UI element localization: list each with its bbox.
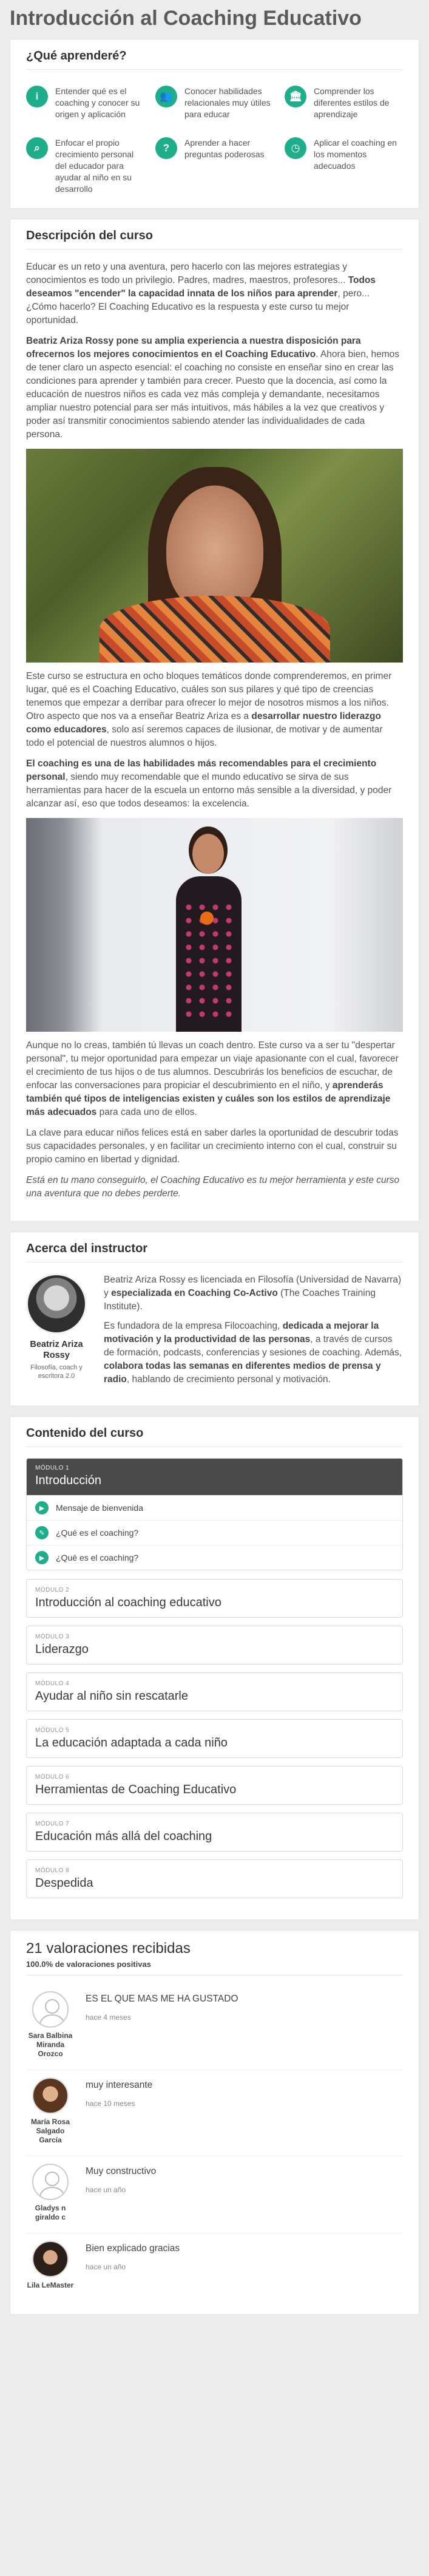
reviewer-avatar[interactable]	[32, 2241, 69, 2277]
module-number: MÓDULO 2	[35, 1587, 70, 1593]
description-paragraph: El coaching es una de las habilidades más recomendables para el crecimiento personal, siendo muy recomendable que el mundo educativo se sirva de sus herramientas para hacer de la escuela un entorno más sensible a la diversidad, y poder alcanzar así, eso que todos deseamos: la excelencia.	[26, 758, 392, 809]
review-list	[26, 1984, 403, 2301]
lesson-item[interactable]	[27, 1495, 402, 1520]
instructor-bio: Beatriz Ariza Rossy es licenciada en Filosofía (Universidad de Navarra) y especializada en Coaching Co-Activo (The Coaches Training Institute).	[104, 1275, 402, 1312]
learn-item-text: Conocer habilidades relacionales muy útiles para educar	[184, 86, 271, 119]
chat-icon: ✎	[35, 1526, 49, 1539]
instructor-bio: Es fundadora de la empresa Filocoaching, dedicada a mejorar la motivación y la productividad de las personas, a través de cursos de formación, podcasts, conferencias y sesiones de coaching. Además, colabora todas las semanas en diferentes medios de prensa y radio, hablando de crecimiento personal y motivación.	[104, 1321, 402, 1385]
learn-item	[26, 86, 144, 120]
video-icon: ▶	[35, 1551, 49, 1564]
review-text: Bien explicado gracias	[86, 2243, 180, 2254]
learn-item-text: Aplicar el coaching en los momentos adecuados	[314, 138, 397, 171]
module-title: Introducción	[35, 1474, 101, 1487]
learn-item	[155, 137, 274, 195]
module-number: MÓDULO 7	[35, 1821, 70, 1827]
module-header[interactable]	[27, 1459, 402, 1495]
module-number: MÓDULO 5	[35, 1727, 70, 1734]
module-item[interactable]	[26, 1859, 403, 1898]
course-video-2[interactable]	[26, 818, 403, 1032]
reviewer-avatar[interactable]	[32, 2077, 69, 2114]
learn-item-text: Entender qué es el coaching y conocer su origen y aplicación	[55, 86, 140, 119]
review-item	[26, 2156, 403, 2234]
description-closing: Está en tu mano conseguirlo, el Coaching Educativo es tu mejor herramienta y este curso una aventura que no debes perderte.	[26, 1175, 400, 1199]
reviewer-avatar[interactable]	[32, 2164, 69, 2200]
learn-grid	[26, 81, 403, 195]
module-title: Despedida	[35, 1876, 93, 1890]
review-text: Muy constructivo	[86, 2166, 157, 2176]
learn-item	[155, 86, 274, 120]
learn-item-text: Enfocar el propio crecimiento personal del educador para ayudar al niño en su desarrollo	[55, 138, 134, 194]
module-list	[26, 1579, 403, 1898]
learn-item-text: Aprender a hacer preguntas poderosas	[184, 138, 265, 159]
reviews-positive: 100.0% de valoraciones positivas	[26, 1960, 403, 1975]
description-heading: Descripción del curso	[26, 229, 403, 250]
module-expanded	[26, 1458, 403, 1570]
module-item[interactable]	[26, 1766, 403, 1805]
review-time: hace 10 meses	[86, 2099, 135, 2108]
lesson-label: Mensaje de bienvenida	[56, 1503, 143, 1513]
instructor-avatar[interactable]	[26, 1273, 87, 1334]
info-icon: i	[26, 86, 48, 107]
question-icon: ?	[155, 137, 177, 159]
learn-item-text: Comprender los diferentes estilos de aprendizaje	[314, 86, 390, 119]
module-title: Liderazgo	[35, 1643, 89, 1656]
reviewer-name[interactable]: María Rosa Salgado García	[30, 2118, 70, 2144]
clock-icon: ◷	[285, 137, 306, 159]
lesson-item[interactable]	[27, 1545, 402, 1570]
description-paragraph: Beatriz Ariza Rossy pone su amplia experiencia a nuestra disposición para ofrecernos los mejores conocimientos en el Coaching Educativo. Ahora bien, hemos de tener claro un aspecto esencial: el coaching no consiste en enseñar sino en crear las condiciones para aprender y también para crecer. Puesto que la docencia, así como la educación de nuestros niños es cada vez más compleja y demandante, necesitamos ampliar nuestro potencial para ser más intuitivos, más hábiles a la vez que creativos y poder así transmitir conocimientos sabiendo atender las individualidades de cada persona.	[26, 336, 400, 440]
description-paragraph: Este curso se estructura en ocho bloques temáticos donde comprenderemos, en primer lugar, qué es el Coaching Educativo, cuáles son sus pilares y qué tipo de creencias tenemos que empezar a derribar para ofrecer lo mejor de nosotros mismos a los niños. Otro aspecto que nos va a enseñar Beatriz Ariza es a desarrollar nuestro liderazgo como educadores, solo así seremos capaces de ilusionar, de motivar y de aumentar todo el potencial de nuestros alumnos o hijos.	[26, 671, 392, 748]
description-paragraph: Educar es un reto y una aventura, pero hacerlo con las mejores estrategias y conocimientos es todo un privilegio. Padres, madres, maestros, profesores... Todos deseamos "encender" la capacidad innata de los niños para aprender, pero... ¿Cómo hacerlo? El Coaching Educativo es la respuesta y este curso tu mejor oportunidad.	[26, 262, 376, 325]
module-item[interactable]	[26, 1813, 403, 1852]
review-time: hace un año	[86, 2186, 126, 2194]
review-time: hace un año	[86, 2263, 126, 2271]
lesson-label: ¿Qué es el coaching?	[56, 1553, 139, 1562]
lesson-item[interactable]	[27, 1520, 402, 1545]
module-title: Herramientas de Coaching Educativo	[35, 1783, 237, 1796]
institution-icon: 🏛	[285, 86, 306, 107]
module-item[interactable]	[26, 1719, 403, 1758]
module-number: MÓDULO 4	[35, 1680, 70, 1687]
review-item	[26, 2234, 403, 2301]
instructor-role: Filosofía, coach y escritora 2.0	[30, 1364, 83, 1380]
reviewer-name[interactable]: Lila LeMaster	[27, 2281, 74, 2289]
video-icon: ▶	[35, 1501, 49, 1515]
instructor-heading: Acerca del instructor	[26, 1242, 403, 1262]
learn-heading: ¿Qué aprenderé?	[26, 49, 403, 70]
course-title: Introducción al Coaching Educativo	[10, 7, 362, 30]
module-number: MÓDULO 6	[35, 1774, 70, 1780]
reviews-card	[10, 1930, 419, 2315]
module-title: Ayudar al niño sin rescatarle	[35, 1689, 188, 1703]
description-paragraph: Aunque no lo creas, también tú llevas un coach dentro. Este curso va a ser tu "despertar personal", tu mejor oportunidad para empezar un viaje apasionante con el cual, favorecer el crecimiento de tus hijos o de tus alumnos. Descubrirás los beneficios de escuchar, de enfocar las conversaciones para propiciar el descubrimiento en el niño, y aprenderás también qué tipos de inteligencias existen y cuáles son los estilos de aprendizaje más adecuados para cada uno de ellos.	[26, 1040, 399, 1117]
instructor-name[interactable]: Beatriz Ariza Rossy	[30, 1340, 83, 1360]
lesson-list	[27, 1495, 402, 1570]
review-item	[26, 2070, 403, 2156]
module-number: MÓDULO 3	[35, 1634, 70, 1640]
reviewer-name[interactable]: Gladys n giraldo c	[35, 2204, 66, 2221]
description-card	[10, 219, 419, 1222]
module-title: Educación más allá del coaching	[35, 1830, 212, 1843]
module-item[interactable]	[26, 1626, 403, 1665]
learn-card	[10, 39, 419, 209]
module-number: MÓDULO 1	[35, 1465, 70, 1471]
lesson-label: ¿Qué es el coaching?	[56, 1528, 139, 1538]
users-icon: 👥	[155, 86, 177, 107]
course-video-1[interactable]	[26, 449, 403, 663]
reviewer-name[interactable]: Sara Balbina Miranda Orozco	[28, 2031, 73, 2058]
description-paragraph: La clave para educar niños felices está en saber darles la oportunidad de descubrir todas sus capacidades personales, y en facilitar un crecimiento interno con el cual, construir su propio camino en libertad y dignidad.	[26, 1128, 399, 1165]
search-icon: ⌕	[26, 137, 48, 159]
reviews-heading: 21 valoraciones recibidas	[26, 1940, 191, 1957]
review-text: ES EL QUE MAS ME HA GUSTADO	[86, 1994, 238, 2004]
content-card	[10, 1416, 419, 1920]
review-item	[26, 1984, 403, 2070]
module-title: Introducción al coaching educativo	[35, 1596, 221, 1609]
module-item[interactable]	[26, 1579, 403, 1618]
learn-item	[285, 86, 403, 120]
learn-item	[26, 137, 144, 195]
review-time: hace 4 meses	[86, 2013, 131, 2022]
instructor-card	[10, 1232, 419, 1406]
reviewer-avatar[interactable]	[32, 1991, 69, 2028]
module-number: MÓDULO 8	[35, 1867, 70, 1874]
content-heading: Contenido del curso	[26, 1426, 403, 1447]
review-text: muy interesante	[86, 2080, 153, 2090]
module-title: La educación adaptada a cada niño	[35, 1736, 228, 1750]
learn-item	[285, 137, 403, 195]
module-item[interactable]	[26, 1672, 403, 1711]
